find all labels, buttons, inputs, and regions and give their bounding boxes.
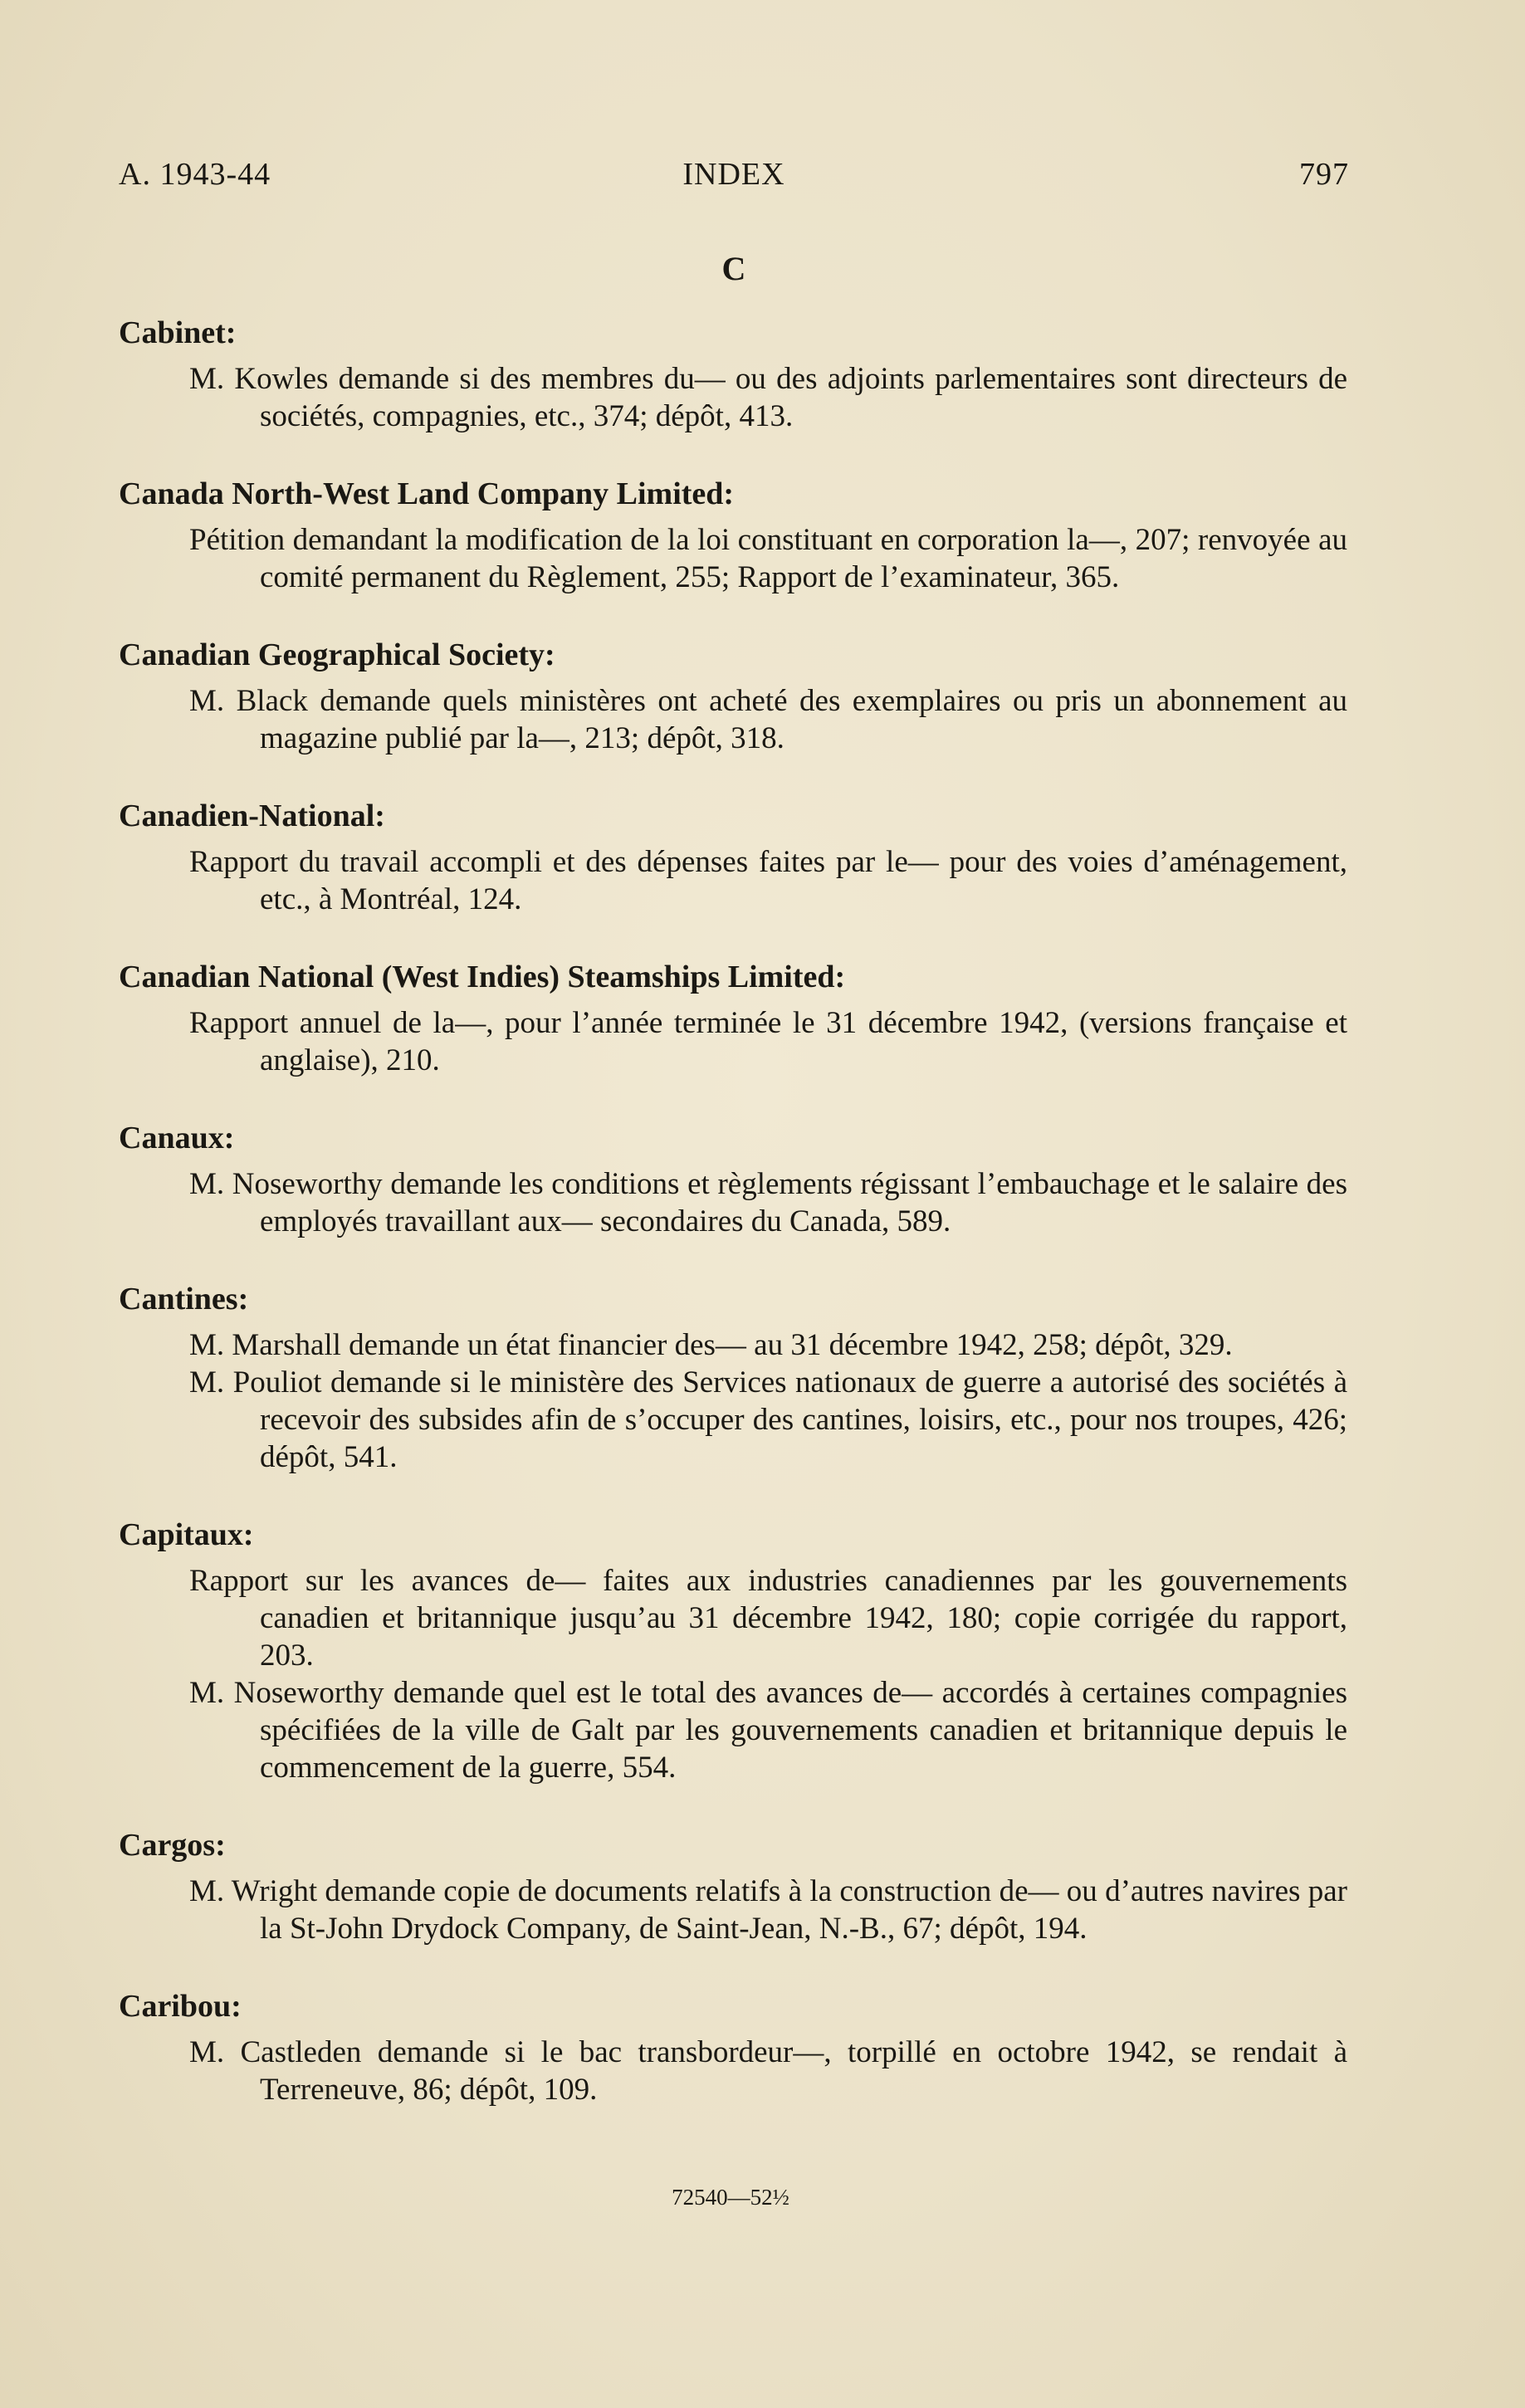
printer-code: 72540—52½ <box>672 2185 789 2210</box>
entry-heading: Canaux: <box>119 1121 235 1155</box>
entry-subentry: Rapport du travail accompli et des dépenses faites par le— pour des voies d’aménagement, etc., à Montréal, 124. <box>189 845 1347 916</box>
entry-subentry: Pétition demandant la modification de la loi constituant en corporation la—, 207; renvoyée au comité permanent du Règlement, 255; Rapport de l’examinateur, 365. <box>189 523 1347 594</box>
entry-subentry: M. Pouliot demande si le ministère des Services nationaux de guerre a autorisé des sociétés à recevoir des subsides afin de s’occuper des cantines, loisirs, etc., pour nos troupes, 426; dépôt, 541. <box>189 1365 1347 1474</box>
entry-subentry: M. Kowles demande si des membres du— ou des adjoints parlementaires sont directeurs de sociétés, compagnies, etc., 374; dépôt, 413. <box>189 362 1347 433</box>
entry-heading: Canada North-West Land Company Limited: <box>119 476 735 511</box>
entry-subentry: Rapport annuel de la—, pour l’année terminée le 31 décembre 1942, (versions française et anglaise), 210. <box>189 1006 1347 1077</box>
page-number: 797 <box>1299 157 1349 192</box>
entry-subentry: M. Castleden demande si le bac transbordeur—, torpillé en octobre 1942, se rendait à Terreneuve, 86; dépôt, 109. <box>189 2035 1347 2107</box>
index-entry <box>119 797 1347 918</box>
entry-heading: Cargos: <box>119 1828 226 1863</box>
index-entries <box>119 314 1347 2148</box>
entry-heading: Cabinet: <box>119 315 237 350</box>
entry-subentry: Rapport sur les avances de— faites aux industries canadiennes par les gouvernements canadien et britannique jusqu’au 31 décembre 1942, 180; copie corrigée du rapport, 203. <box>189 1564 1347 1673</box>
session-label: A. 1943-44 <box>119 157 271 192</box>
index-entry <box>119 1280 1347 1476</box>
index-entry <box>119 314 1347 435</box>
entry-subentry: M. Noseworthy demande quel est le total des avances de— accordés à certaines compagnies spécifiées de la ville de Galt par les gouvernements canadien et britannique depuis le commencement de la guerre, 554. <box>189 1676 1347 1785</box>
entry-subentry: M. Wright demande copie de documents relatifs à la construction de— ou d’autres navires par la St-John Drydock Company, de Saint-Jean, N.-B., 67; dépôt, 194. <box>189 1874 1347 1946</box>
index-entry <box>119 958 1347 1079</box>
entry-heading: Caribou: <box>119 1989 242 2024</box>
entry-subentry: M. Noseworthy demande les conditions et règlements régissant l’embauchage et le salaire des employés travaillant aux— secondaires du Canada, 589. <box>189 1167 1347 1238</box>
entry-subentry: M. Marshall demande un état financier des— au 31 décembre 1942, 258; dépôt, 329. <box>189 1328 1233 1362</box>
index-entry <box>119 636 1347 757</box>
entry-heading: Canadian Geographical Society: <box>119 637 555 672</box>
index-entry <box>119 1119 1347 1240</box>
section-letter: C <box>721 250 746 287</box>
entry-heading: Canadien-National: <box>119 799 385 833</box>
index-entry <box>119 1516 1347 1786</box>
entry-heading: Cantines: <box>119 1282 249 1316</box>
entry-heading: Capitaux: <box>119 1517 254 1552</box>
page-title: INDEX <box>682 157 785 192</box>
entry-subentry: M. Black demande quels ministères ont acheté des exemplaires ou pris un abonnement au magazine publié par la—, 213; dépôt, 318. <box>189 684 1347 755</box>
running-head <box>119 156 1349 199</box>
index-entry <box>119 475 1347 596</box>
index-entry <box>119 1826 1347 1947</box>
index-entry <box>119 1987 1347 2108</box>
entry-heading: Canadian National (West Indies) Steamships Limited: <box>119 960 846 994</box>
